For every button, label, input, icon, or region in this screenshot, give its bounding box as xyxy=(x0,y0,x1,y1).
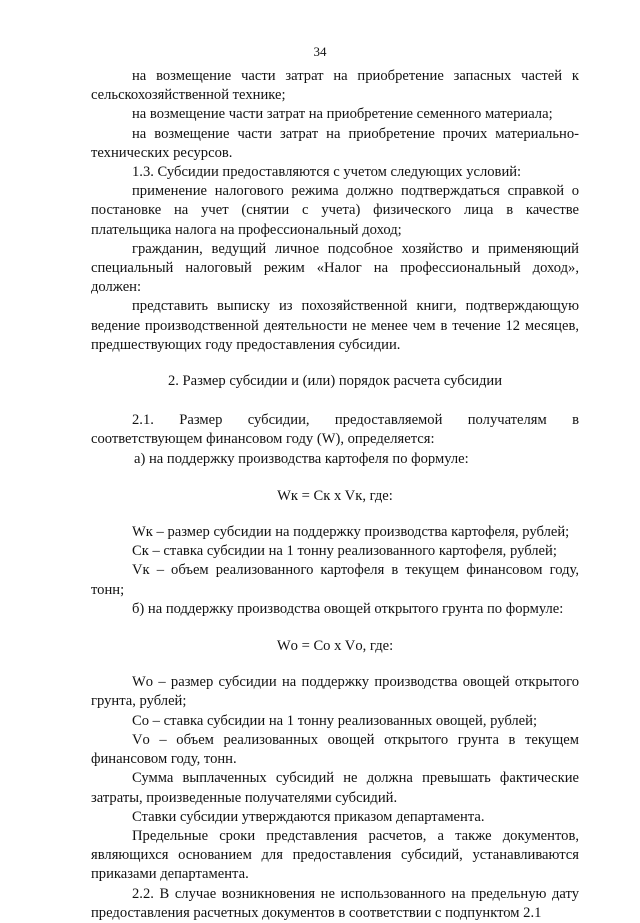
paragraph: применение налогового режима должно подтверждаться справкой о постановке на учет (снятии с учета) физического лица в качестве плательщика налога на профессиональный доход; xyxy=(91,183,579,238)
section-intro: 2.1. Размер субсидии, предоставляемой получателям в соответствующем финансовом году (W), определяется: xyxy=(91,412,579,448)
paragraph: на возмещение части затрат на приобретение семенного материала; xyxy=(132,106,553,123)
formula-vegetables: Wо = Cо x Vо, где: xyxy=(276,638,394,655)
definition-line: Wк – размер субсидии на поддержку производства картофеля, рублей; xyxy=(132,524,570,541)
definition-line: Cо – ставка субсидии на 1 тонну реализованных овощей, рублей; xyxy=(132,712,538,729)
definition-line: Vк – объем реализованного картофеля в текущем финансовом году, тонн; xyxy=(91,562,579,598)
paragraph: Ставки субсидии утверждаются приказом департамента. xyxy=(132,808,485,825)
paragraph: 2.2. В случае возникновения не использованного на предельную дату предоставления расчетных документов в соответствии с подпунктом 2.1 xyxy=(91,885,579,921)
paragraph: на возмещение части затрат на приобретение запасных частей к сельскохозяйственной технике; xyxy=(91,68,579,104)
section-heading: 2. Размер субсидии и (или) порядок расчета субсидии xyxy=(167,373,503,390)
paragraph: 1.3. Субсидии предоставляются с учетом следующих условий: xyxy=(132,164,522,181)
paragraph: представить выписку из похозяйственной книги, подтверждающую ведение производственной деятельности не менее чем в течение 12 месяцев, предшествующих году предоставления субсидии. xyxy=(91,298,579,353)
definition-line: Cк – ставка субсидии на 1 тонну реализованного картофеля, рублей; xyxy=(132,543,557,560)
item-a: а) на поддержку производства картофеля по формуле: xyxy=(134,450,469,467)
paragraph: гражданин, ведущий личное подсобное хозяйство и применяющий специальный налоговый режим «Налог на профессиональный доход», должен: xyxy=(91,240,579,296)
paragraph: Предельные сроки представления расчетов, а также документов, являющихся основанием для предоставления субсидий, устанавливаются приказами департамента. xyxy=(91,827,579,883)
definition-line: Wо – размер субсидии на поддержку производства овощей открытого грунта, рублей; xyxy=(91,674,579,710)
item-b: б) на поддержку производства овощей открытого грунта по формуле: xyxy=(132,600,564,617)
document-body xyxy=(91,67,579,923)
definition-line: Vо – объем реализованных овощей открытого грунта в текущем финансовом году, тонн. xyxy=(91,731,579,768)
paragraph: на возмещение части затрат на приобретение прочих материально-технических ресурсов. xyxy=(91,125,579,161)
page-number: 34 xyxy=(313,44,327,59)
formula-potato: Wк = Cк x Vк, где: xyxy=(277,487,393,504)
paragraph: Сумма выплаченных субсидий не должна превышать фактические затраты, произведенные получателями субсидий. xyxy=(91,770,579,806)
